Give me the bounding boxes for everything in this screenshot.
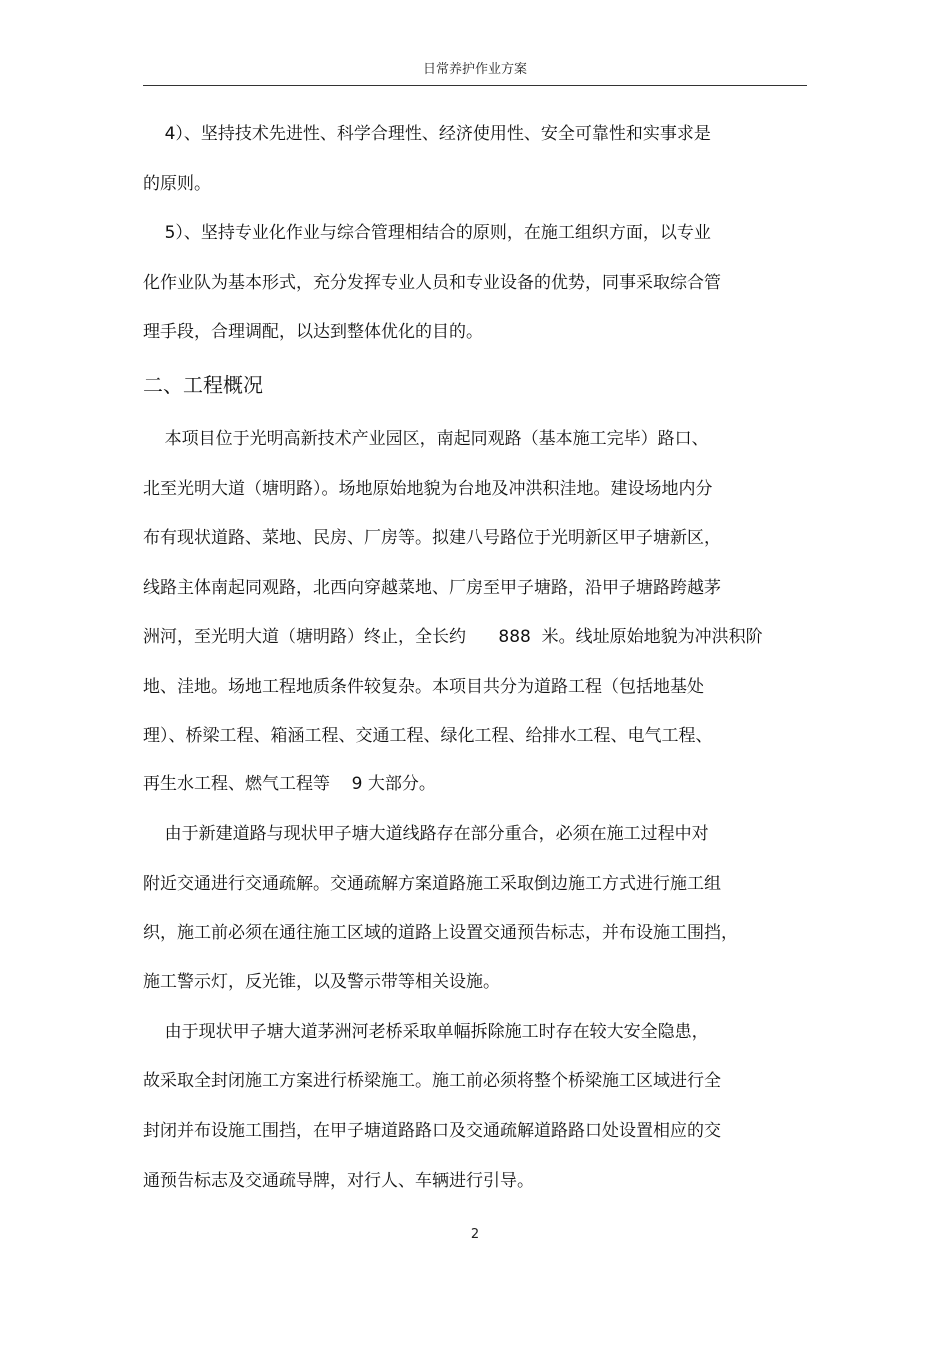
page-number: 2 — [470, 1227, 480, 1242]
para1-line-3: 布有现状道路、菜地、民房、厂房等。拟建八号路位于光明新区甲子塘新区， — [143, 528, 721, 548]
para2-line-2: 附近交通进行交通疏解。交通疏解方案道路施工采取倒边施工方式进行施工组 — [143, 874, 721, 894]
section-heading: 二、工程概况 — [143, 373, 263, 397]
running-header: 日常养护作业方案 — [422, 62, 527, 77]
para1-line-1: 本项目位于光明高新技术产业园区，南起同观路（基本施工完毕）路口、 — [143, 429, 709, 449]
para3-line-2: 故采取全封闭施工方案进行桥梁施工。施工前必须将整个桥梁施工区域进行全 — [143, 1071, 721, 1091]
header-divider — [143, 85, 807, 86]
item5-line-1: 5）、坚持专业化作业与综合管理相结合的原则，在施工组织方面，以专业 — [143, 223, 711, 243]
para1-line-5: 洲河，至光明大道（塘明路）终止，全长约 888 米。线址原始地貌为冲洪积阶 — [143, 627, 763, 647]
para3-line-3: 封闭并布设施工围挡，在甲子塘道路路口及交通疏解道路路口处设置相应的交 — [143, 1121, 721, 1141]
para2-line-4: 施工警示灯，反光锥，以及警示带等相关设施。 — [143, 972, 500, 992]
para3-line-1: 由于现状甲子塘大道茅洲河老桥采取单幅拆除施工时存在较大安全隐患， — [143, 1022, 709, 1042]
para1-line-2: 北至光明大道（塘明路）。场地原始地貌为台地及冲洪积洼地。建设场地内分 — [143, 479, 713, 499]
para3-line-4: 通预告标志及交通疏导牌，对行人、车辆进行引导。 — [143, 1171, 534, 1191]
item5-line-2: 化作业队为基本形式，充分发挥专业人员和专业设备的优势，同事采取综合管 — [143, 273, 721, 293]
para1-line-7: 理）、桥梁工程、箱涵工程、交通工程、绿化工程、给排水工程、电气工程、 — [143, 726, 713, 746]
item4-line-2: 的原则。 — [143, 174, 211, 194]
para2-line-3: 织，施工前必须在通往施工区域的道路上设置交通预告标志，并布设施工围挡， — [143, 923, 738, 943]
item4-line-1: 4）、坚持技术先进性、科学合理性、经济使用性、安全可靠性和实事求是 — [143, 124, 711, 144]
para1-line-4: 线路主体南起同观路，北西向穿越菜地、厂房至甲子塘路，沿甲子塘路跨越茅 — [143, 578, 721, 598]
item5-line-3: 理手段，合理调配，以达到整体优化的目的。 — [143, 322, 483, 342]
para2-line-1: 由于新建道路与现状甲子塘大道线路存在部分重合，必须在施工过程中对 — [143, 824, 709, 844]
para1-line-6: 地、洼地。场地工程地质条件较复杂。本项目共分为道路工程（包括地基处 — [143, 677, 704, 697]
para1-line-8: 再生水工程、燃气工程等 9 大部分。 — [143, 774, 436, 794]
